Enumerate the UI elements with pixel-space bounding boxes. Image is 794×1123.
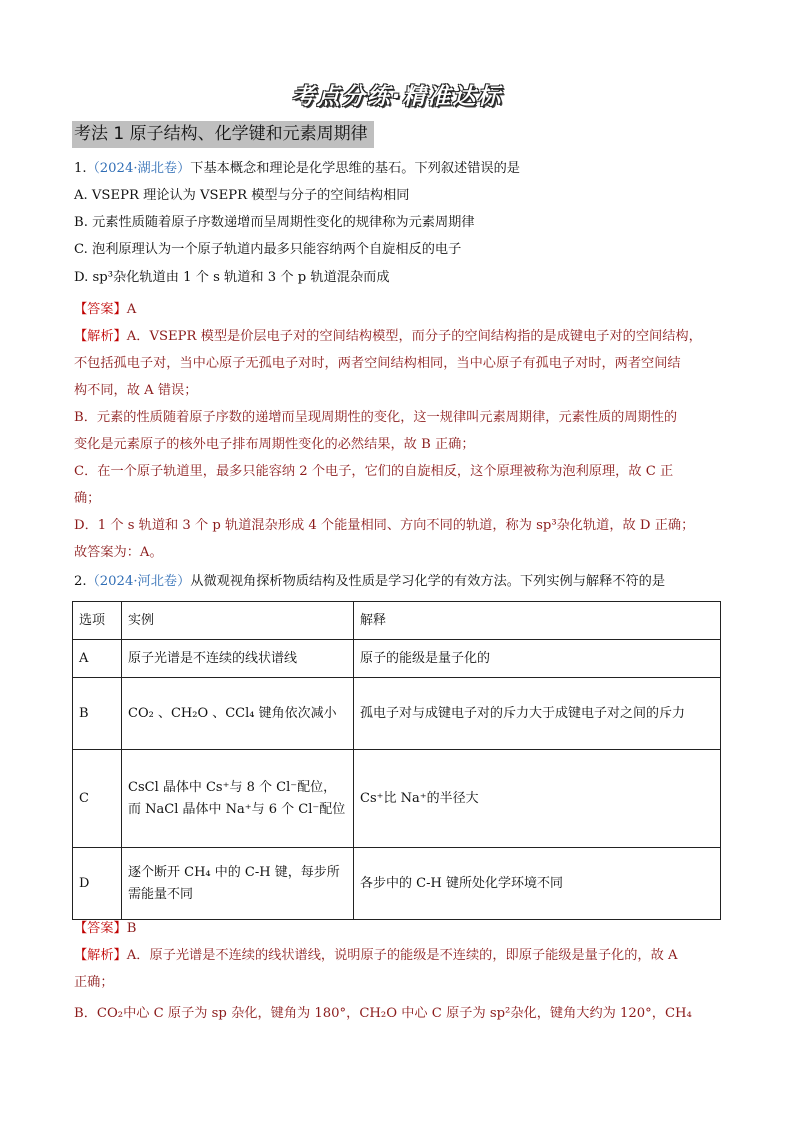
q2-answer [74,920,136,938]
table-cell-example: CO₂ 、CH₂O 、CCl₄ 键角依次减小 [122,678,354,750]
table-header-cell: 实例 [122,602,354,640]
q1-option-d: D. sp³杂化轨道由 1 个 s 轨道和 3 个 p 轨道混杂而成 [74,270,390,285]
q1-analysis-line: 故答案为：A。 [74,545,163,560]
table-cell-explanation: Cs⁺比 Na⁺的半径大 [354,750,721,848]
q2-analysis-line: 正确； [74,975,114,990]
q2-number: 2. [74,574,87,589]
q1-answer-value: A [126,302,137,317]
table-cell-example: CsCl 晶体中 Cs⁺与 8 个 Cl⁻配位，而 NaCl 晶体中 Na⁺与 6 个 Cl⁻配位 [122,750,354,848]
table-header-cell: 选项 [73,602,122,640]
q1-analysis-text: A．VSEPR 模型是价层电子对的空间结构模型，而分子的空间结构指的是成键电子对的空间结构， [126,329,702,344]
table-cell-option: C [73,750,122,848]
table-cell-explanation: 孤电子对与成键电子对的斥力大于成键电子对之间的斥力 [354,678,721,750]
table-cell-option: B [73,678,122,750]
q1-number: 1. [74,161,87,176]
q1-answer-tag: 【答案】 [74,302,127,317]
q1-option-b: B. 元素性质随着原子序数递增而呈周期性变化的规律称为元素周期律 [74,215,475,230]
q2-options-table [72,601,721,920]
table-row [73,678,721,750]
q1-analysis-line [74,328,702,346]
q2-answer-value: B [126,921,137,936]
table-row [73,640,721,678]
q2-source: （2024·河北卷） [86,574,191,589]
q1-analysis-tag: 【解析】 [74,329,127,344]
table-cell-option: A [73,640,122,678]
table-cell-explanation: 各步中的 C-H 键所处化学环境不同 [354,848,721,920]
q2-answer-tag: 【答案】 [74,921,127,936]
q1-stem: 下基本概念和理论是化学思维的基石。下列叙述错误的是 [190,161,520,176]
q1-analysis-line: 不包括孤电子对，当中心原子无孤电子对时，两者空间结构相同，当中心原子有孤电子对时，两者空间结 [74,356,681,371]
q2-analysis-tag: 【解析】 [74,948,127,963]
q1-source: （2024·湖北卷） [86,161,191,176]
q1-analysis-line: 确； [74,491,101,506]
q2-analysis-text: A．原子光谱是不连续的线状谱线，说明原子的能级是不连续的，即原子能级是量子化的，故 A [126,948,678,963]
table-cell-option: D [73,848,122,920]
q2-stem-line [74,573,665,591]
q2-analysis-line: B．CO₂中心 C 原子为 sp 杂化，键角为 180°，CH₂O 中心 C 原子为 sp²杂化，键角大约为 120°，CH₄ [74,1006,692,1021]
table-cell-explanation: 原子的能级是量子化的 [354,640,721,678]
q1-analysis-line: C．在一个原子轨道里，最多只能容纳 2 个电子，它们的自旋相反，这个原理被称为泡利原理，故 C 正 [74,464,674,479]
q1-analysis-line: D．1 个 s 轨道和 3 个 p 轨道混杂形成 4 个能量相同、方向不同的轨道，称为 sp³杂化轨道，故 D 正确； [74,518,695,533]
q1-stem-line [74,160,520,178]
table-row [73,848,721,920]
table-cell-example: 原子光谱是不连续的线状谱线 [122,640,354,678]
q1-answer [74,301,136,319]
q1-option-c: C. 泡利原理认为一个原子轨道内最多只能容纳两个自旋相反的电子 [74,242,462,257]
section-heading: 考法 1 原子结构、化学键和元素周期律 [72,121,374,148]
q1-option-a: A. VSEPR 理论认为 VSEPR 模型与分子的空间结构相同 [74,188,410,203]
q1-analysis-line: 构不同，故 A 错误； [74,383,198,398]
q1-analysis-line: B．元素的性质随着原子序数的递增而呈现周期性的变化，这一规律叫元素周期律，元素性质的周期性的 [74,410,678,425]
table-header-row [73,602,721,640]
page-banner-title: 考点分练·精准达标 [291,84,503,110]
q1-analysis-line: 变化是元素原子的核外电子排布周期性变化的必然结果，故 B 正确； [74,437,475,452]
table-header-cell: 解释 [354,602,721,640]
q2-stem: 从微观视角探析物质结构及性质是学习化学的有效方法。下列实例与解释不符的是 [190,574,666,589]
q2-analysis-line [74,947,678,965]
table-row [73,750,721,848]
table-cell-example: 逐个断开 CH₄ 中的 C-H 键，每步所需能量不同 [122,848,354,920]
